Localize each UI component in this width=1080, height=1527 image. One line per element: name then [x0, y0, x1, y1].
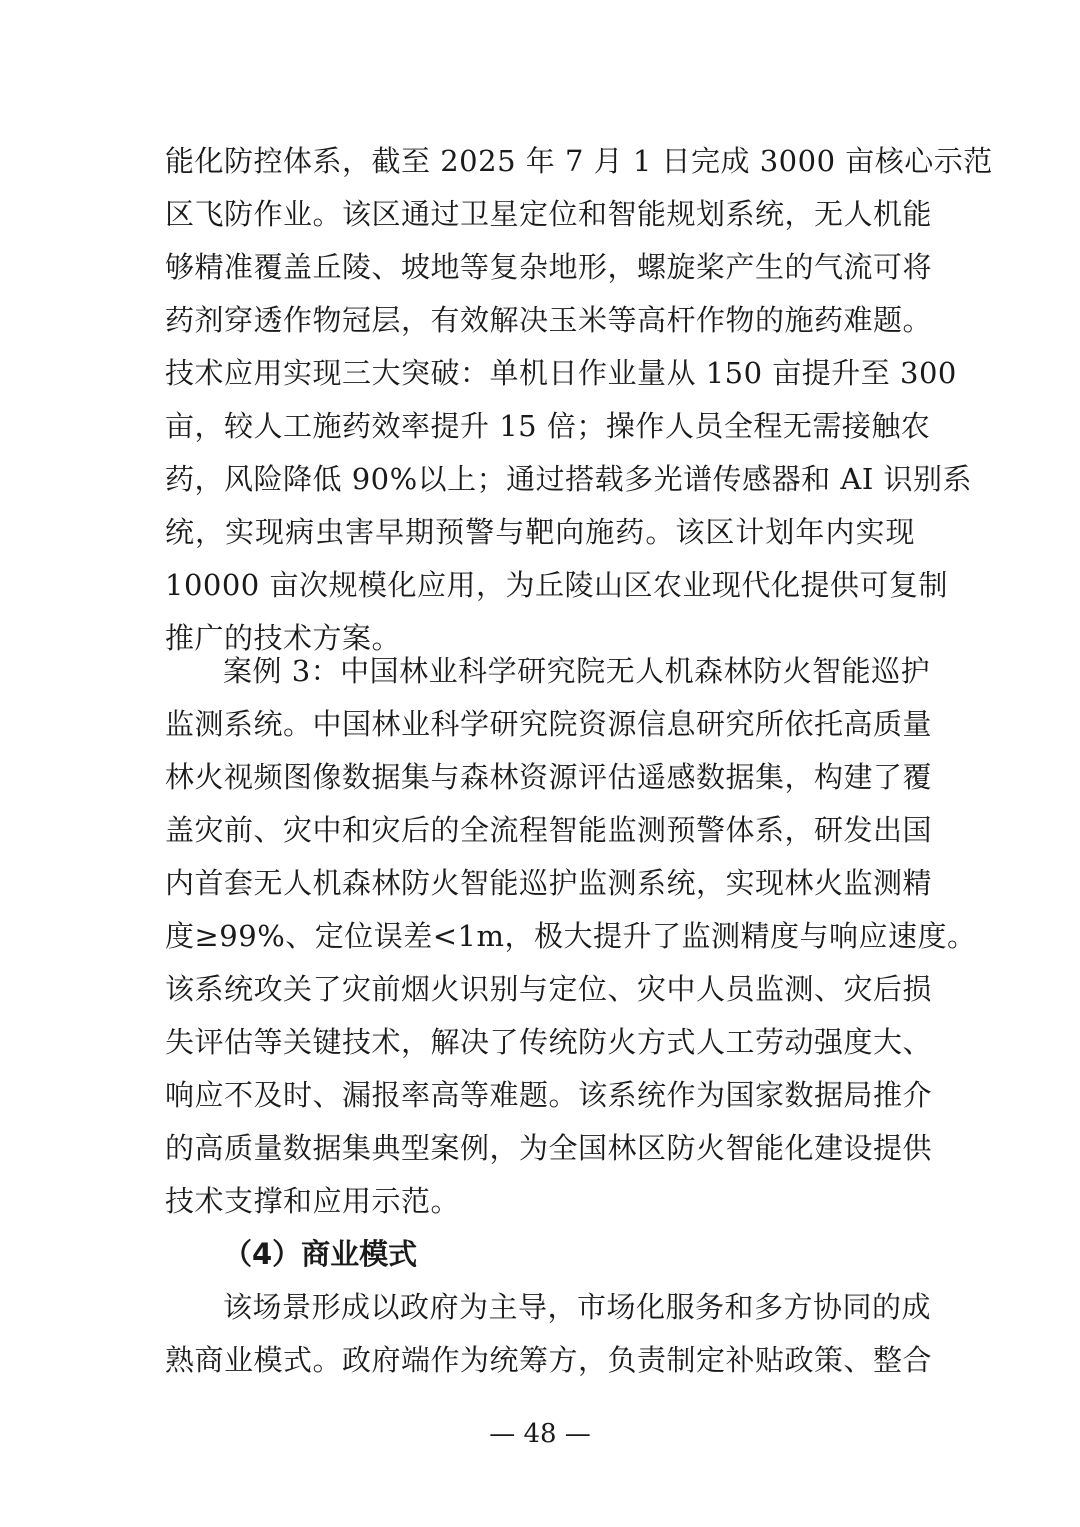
text-line: 技术支撑和应用示范。: [165, 1184, 461, 1218]
text-line: 推广的技术方案。: [165, 621, 402, 655]
text-line: 的高质量数据集典型案例，为全国林区防火智能化建设提供: [165, 1131, 933, 1165]
text-line: 熟商业模式。政府端作为统筹方，负责制定补贴政策、整合: [165, 1343, 933, 1377]
text-line: 响应不及时、漏报率高等难题。该系统作为国家数据局推介: [165, 1078, 933, 1112]
text-line: 监测系统。中国林业科学研究院资源信息研究所依托高质量: [165, 707, 933, 741]
text-line: 能化防控体系，截至 2025 年 7 月 1 日完成 3000 亩核心示范: [165, 144, 993, 178]
text-line: 够精准覆盖丘陵、坡地等复杂地形，螺旋桨产生的气流可将: [165, 250, 933, 284]
text-line: 该场景形成以政府为主导，市场化服务和多方协同的成: [223, 1290, 932, 1324]
text-line: 药，风险降低 90%以上；通过搭载多光谱传感器和 AI 识别系: [165, 462, 973, 496]
text-line: 药剂穿透作物冠层，有效解决玉米等高杆作物的施药难题。: [165, 303, 933, 337]
section-heading: （4）商业模式: [223, 1237, 418, 1271]
text-line: 盖灾前、灾中和灾后的全流程智能监测预警体系，研发出国: [165, 813, 933, 847]
text-line: 统，实现病虫害早期预警与靶向施药。该区计划年内实现: [165, 515, 915, 549]
text-line: 10000 亩次规模化应用，为丘陵山区农业现代化提供可复制: [165, 568, 948, 602]
text-line: 失评估等关键技术，解决了传统防火方式人工劳动强度大、: [165, 1025, 933, 1059]
text-line: 技术应用实现三大突破：单机日作业量从 150 亩提升至 300: [165, 356, 957, 390]
text-line: 度≥99%、定位误差<1m，极大提升了监测精度与响应速度。: [165, 919, 977, 953]
text-line: 案例 3：中国林业科学研究院无人机森林防火智能巡护: [223, 654, 931, 688]
text-line: 内首套无人机森林防火智能巡护监测系统，实现林火监测精: [165, 866, 933, 900]
text-line: 区飞防作业。该区通过卫星定位和智能规划系统，无人机能: [165, 197, 933, 231]
text-line: 该系统攻关了灾前烟火识别与定位、灾中人员监测、灾后损: [165, 972, 933, 1006]
text-line: 林火视频图像数据集与森林资源评估遥感数据集，构建了覆: [165, 760, 933, 794]
paragraph-case-3: [165, 645, 977, 1387]
page-number: — 48 —: [489, 1419, 591, 1449]
text-line: 亩，较人工施药效率提升 15 倍；操作人员全程无需接触农: [165, 409, 931, 443]
paragraph-pest-control: [165, 135, 993, 665]
